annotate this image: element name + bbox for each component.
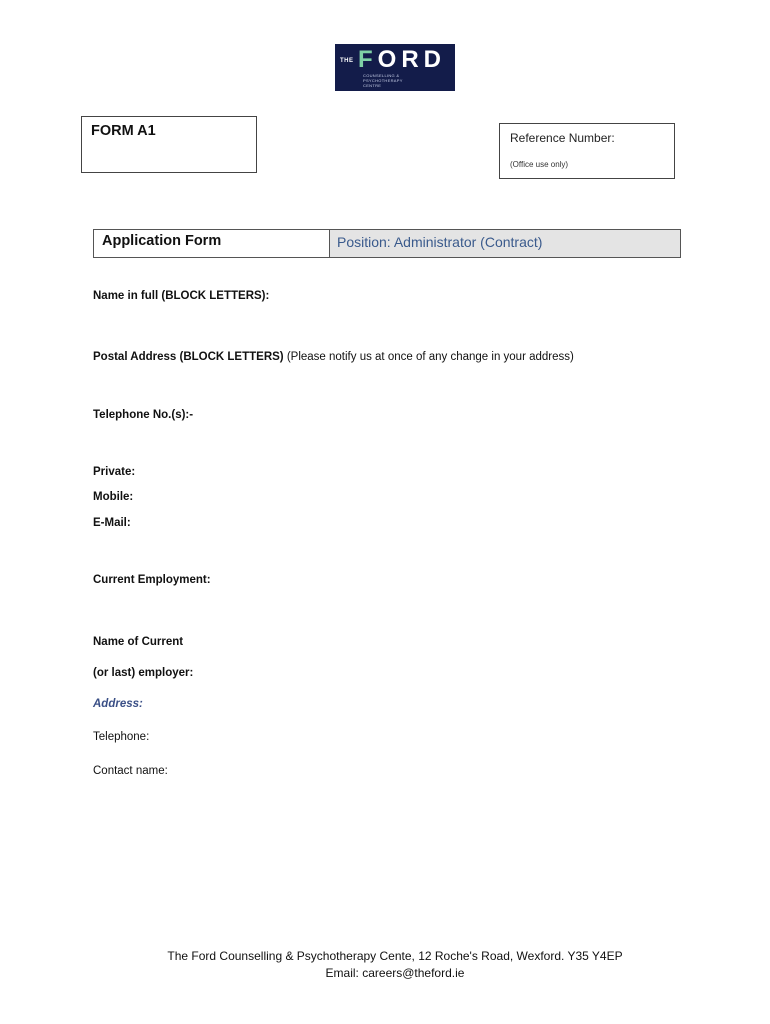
footer-email: Email: careers@theford.ie <box>325 966 465 980</box>
application-header-row <box>93 229 681 258</box>
form-id-box <box>81 116 257 173</box>
office-use-note: (Office use only) <box>510 160 569 169</box>
email-label: E-Mail: <box>93 517 131 529</box>
reference-number-box[interactable] <box>499 123 675 179</box>
logo-accent-letter: F <box>358 46 378 73</box>
page-footer <box>0 948 770 982</box>
employer-address-label: Address: <box>93 698 143 710</box>
postal-address-label <box>93 351 574 363</box>
logo-subtitle-line: PSYCHOTHERAPY <box>363 78 403 83</box>
telephone-numbers-label: Telephone No.(s):- <box>93 409 194 421</box>
logo-subtitle-line: COUNSELLING & <box>363 73 400 78</box>
postal-address-title: Postal Address (BLOCK LETTERS) <box>93 351 284 363</box>
name-in-full-label: Name in full (BLOCK LETTERS): <box>93 290 270 302</box>
private-phone-label: Private: <box>93 466 136 478</box>
reference-number-label: Reference Number: <box>510 131 615 145</box>
logo-the: THE <box>340 58 354 64</box>
application-form-title: Application Form <box>94 230 330 257</box>
position-title: Position: Administrator (Contract) <box>330 230 680 257</box>
company-logo <box>335 44 455 91</box>
mobile-phone-label: Mobile: <box>93 491 134 503</box>
or-last-employer-label: (or last) employer: <box>93 667 194 679</box>
name-of-current-label: Name of Current <box>93 636 184 648</box>
logo-name: FORD <box>358 46 447 73</box>
postal-address-note: (Please notify us at once of any change in your address) <box>283 351 574 363</box>
logo-subtitle-line: CENTRE <box>363 83 382 88</box>
contact-name-label: Contact name: <box>93 765 168 777</box>
form-id-title: FORM A1 <box>91 123 156 139</box>
employer-telephone-label: Telephone: <box>93 731 150 743</box>
logo-subtitle <box>363 73 403 88</box>
current-employment-label: Current Employment: <box>93 574 211 586</box>
footer-address: The Ford Counselling & Psychotherapy Cente, 12 Roche's Road, Wexford. Y35 Y4EP <box>167 949 623 963</box>
